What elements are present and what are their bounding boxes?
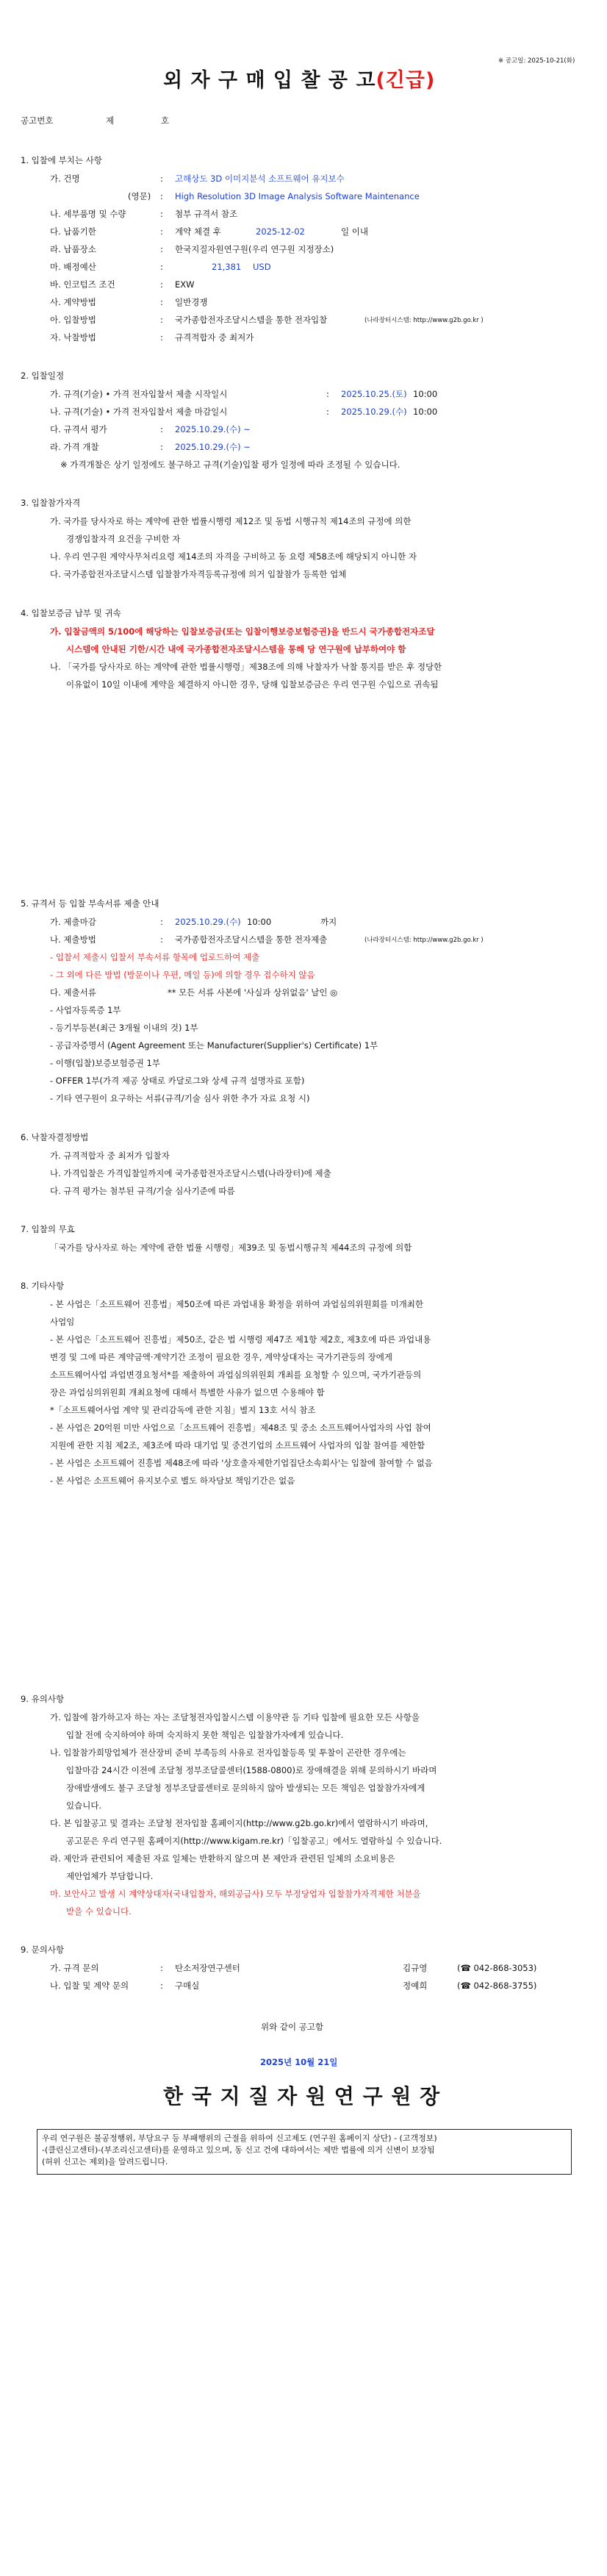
- s2-open-date: 2025.10.29.(수) ~: [175, 442, 251, 452]
- s10-heading: 9. 문의사항: [21, 1944, 65, 1955]
- s8-line: 소프트웨어사업 과업변경요청서*를 제출하여 과업심의위원회 개최를 요청할 수 있으며, 국가기관등의: [50, 1370, 422, 1380]
- s1-row-key: 아. 입찰방법: [50, 315, 96, 325]
- s1-deadline-pre: 계약 체결 후: [175, 226, 221, 237]
- s5-doc-item: - OFFER 1부(가격 제공 상태로 카달로그와 상세 규격 설명자료 포함): [50, 1076, 305, 1086]
- s5-row-key: 나. 제출방법: [50, 934, 96, 945]
- s5-doc-item: - 기타 연구원이 요구하는 서류(규격/기술 심사 위한 추가 자료 요청 시): [50, 1093, 310, 1103]
- s1-row-colon: :: [160, 226, 163, 237]
- s5-docs-key: 다. 제출서류: [50, 987, 96, 998]
- page-title: [163, 69, 435, 93]
- s2-row-key: 가. 규격(기술) • 가격 전자입찰서 제출 시작일시: [50, 389, 228, 399]
- s1-award-value: 규격적합자 중 최저가: [175, 332, 254, 343]
- closing-line: 위와 같이 공고함: [261, 2022, 324, 2032]
- s5-deadline-time: 10:00: [247, 917, 272, 927]
- s9-line: 공고문은 우리 연구원 홈페이지(http://www.kigam.re.kr)「입찰공고」에서도 열람하실 수 있습니다.: [66, 1836, 442, 1846]
- s2-row-colon: :: [326, 389, 329, 399]
- s2-row-key: 다. 규격서 평가: [50, 424, 107, 434]
- s2-row-key: 라. 가격 개찰: [50, 442, 99, 452]
- s5-doc-item: - 공급자증명서 (Agent Agreement 또는 Manufacturer(Supplier's) Certificate) 1부: [50, 1040, 378, 1051]
- contact-name: 김규영: [403, 1963, 428, 1973]
- footer-line: (허위 신고는 제외)을 알려드립니다.: [42, 2156, 168, 2167]
- contact-dept: 탄소저장연구센터: [175, 1963, 240, 1973]
- anti-corruption-notice: [37, 2129, 572, 2175]
- s2-note: ※ 가격개찰은 상기 일정에도 불구하고 규격(기술)입찰 평가 일정에 따라 조정될 수 있습니다.: [60, 459, 401, 470]
- s1-row-key: 다. 납품기한: [50, 226, 96, 237]
- s8-line: 장은 과업심의위원회 개최요청에 대해서 특별한 사유가 없으면 수용해야 함: [50, 1387, 325, 1398]
- s8-line: 지원에 관한 지침 제2조, 제3조에 따라 대기업 및 중견기업의 소프트웨어 사업자의 입찰 참여를 제한함: [50, 1440, 425, 1450]
- s6-line: 가. 규격적합자 중 최저가 입찰자: [50, 1151, 170, 1161]
- s3-line: 경쟁입찰자격 요건을 구비한 자: [66, 534, 181, 544]
- s1-row-key: 사. 계약방법: [50, 297, 96, 307]
- s1-row-key: 나. 세부품명 및 수량: [50, 209, 126, 219]
- s4-heading: 4. 입찰보증금 납부 및 귀속: [21, 608, 121, 618]
- s9-warning-line: 마. 보안사고 발생 시 계약상대자(국내입찰자, 해외공급사) 모두 부정당업자 입찰참가자격제한 처분을: [50, 1889, 421, 1899]
- s3-line: 나. 우리 연구원 계약사무처리요령 제14조의 자격을 구비하고 동 요령 제58조에 해당되지 아니한 자: [50, 551, 417, 562]
- s8-line: 사업임: [50, 1317, 75, 1327]
- s1-bid-method-note: (나라장터시스템: http://www.g2b.go.kr ): [364, 317, 484, 324]
- s1-row-colon: :: [160, 173, 163, 184]
- s8-line: *「소프트웨어사업 계약 및 관리감독에 관한 지침」별지 13호 서식 참조: [50, 1405, 316, 1415]
- s1-row-key: 라. 납품장소: [50, 244, 96, 254]
- s1-incoterms-value: EXW: [175, 279, 195, 290]
- s3-line: 다. 국가종합전자조달시스템 입찰참가자격등록규정에 의거 입찰참가 등록한 업체: [50, 569, 347, 579]
- s8-heading: 8. 기타사항: [21, 1281, 65, 1291]
- s5-doc-item: - 이행(입찰)보증보험증권 1부: [50, 1058, 160, 1068]
- s5-docs-note: ** 모든 서류 사본에 '사실과 상위없음' 날인 ◎: [168, 987, 338, 998]
- s1-row-colon: :: [160, 315, 163, 325]
- s1-title-value: 고해상도 3D 이미지분석 소프트웨어 유지보수: [175, 173, 345, 184]
- s5-warning-line: - 그 외에 다른 방법 (방문이나 우편, 메일 등)에 의할 경우 접수하지 않음: [50, 970, 315, 980]
- s3-heading: 3. 입찰참가자격: [21, 498, 81, 508]
- s1-row-colon: :: [160, 209, 163, 219]
- s6-line: 나. 가격입찰은 가격입찰일까지에 국가종합전자조달시스템(나라장터)에 제출: [50, 1168, 331, 1178]
- s1-place-value: 한국지질자원연구원(우리 연구원 지정장소): [175, 244, 334, 254]
- s8-line: - 본 사업은 소프트웨어 유지보수로 별도 하자담보 책임기간은 없음: [50, 1475, 295, 1486]
- s2-row-colon: :: [160, 424, 163, 434]
- s8-line: - 본 사업은 20억원 미만 사업으로「소프트웨어 진흥법」제48조 및 중소 소프트웨어사업자의 사업 참여: [50, 1423, 431, 1433]
- s5-deadline-date: 2025.10.29.(수): [175, 917, 241, 927]
- s9-line: 장애발생에도 불구 조달청 정부조달콜센터로 문의하지 않아 발생되는 모든 책임은 업찰참가자에게: [66, 1783, 425, 1793]
- s1-item-value: 첨부 규격서 참조: [175, 209, 238, 219]
- s1-row-colon: :: [160, 191, 163, 201]
- s5-row-key: 가. 제출마감: [50, 917, 96, 927]
- s2-row-colon: :: [160, 442, 163, 452]
- notice-no-ho: 호: [161, 115, 170, 126]
- s9-line: 나. 입찰참가희망업체가 전산장비 준비 부족등의 사유로 전자입찰등록 및 투찰이 곤란한 경우에는: [50, 1747, 406, 1758]
- s1-deadline-post: 일 이내: [341, 226, 368, 237]
- s1-row-key: 바. 인코텀즈 조건: [50, 279, 115, 290]
- s1-title-en-value: High Resolution 3D Image Analysis Software Maintenance: [175, 191, 420, 201]
- s9-line: 있습니다.: [66, 1800, 102, 1811]
- s5-doc-item: - 사업자등록증 1부: [50, 1005, 121, 1015]
- title-urgent: (긴급): [376, 69, 436, 92]
- s1-budget-value: 21,381: [212, 262, 242, 272]
- s1-bid-method-value: 국가종합전자조달시스템을 통한 전자입찰: [175, 315, 328, 325]
- notice-no-je: 제: [106, 115, 115, 126]
- s1-budget-currency: USD: [253, 262, 271, 272]
- s2-start-time: 10:00: [413, 389, 438, 399]
- s2-row-colon: :: [326, 407, 329, 417]
- s5-heading: 5. 규격서 등 입찰 부속서류 제출 안내: [21, 898, 159, 909]
- s1-row-colon: :: [160, 332, 163, 343]
- s4-warning-line: 가. 입찰금액의 5/100에 해당하는 입찰보증금(또는 입찰이행보증보험증권)을 반드시 국가종합전자조달: [50, 626, 435, 637]
- contact-phone: (☎ 042-868-3755): [457, 1981, 537, 1991]
- contact-colon: :: [160, 1963, 163, 1973]
- s5-row-colon: :: [160, 934, 163, 945]
- s8-line: - 본 사업은「소프트웨어 진흥법」제50조, 같은 법 시행령 제47조 제1항 제2호, 제3호에 따른 과업내용: [50, 1334, 431, 1345]
- s9-line: 가. 입찰에 참가하고자 하는 자는 조달청전자입찰시스템 이용약관 등 기타 입찰에 필요한 모든 사항을: [50, 1712, 420, 1722]
- s4-warning-line: 시스템에 안내된 기한/시간 내에 국가종합전자조달시스템을 통해 당 연구원에 납부하여야 함: [66, 644, 406, 654]
- contact-key: 가. 규격 문의: [50, 1963, 99, 1973]
- s5-method-note: (나라장터시스템: http://www.g2b.go.kr ): [364, 937, 484, 944]
- s1-heading: 1. 입찰에 부치는 사항: [21, 155, 102, 165]
- s5-deadline-until: 까지: [320, 917, 337, 927]
- s9-line: 다. 본 입찰공고 및 결과는 조달청 전자입찰 홈페이지(http://www.g2b.go.kr)에서 열람하시기 바라며,: [50, 1818, 428, 1828]
- s5-row-colon: :: [160, 917, 163, 927]
- s2-row-key: 나. 규격(기술) • 가격 전자입찰서 제출 마감일시: [50, 407, 228, 417]
- s8-line: - 본 사업은「소프트웨어 진흥법」제50조에 따른 과업내용 확정을 위하여 과업심의위원회를 미개최한: [50, 1299, 423, 1309]
- s1-contract-value: 일반경쟁: [175, 297, 208, 307]
- contact-dept: 구매실: [175, 1981, 200, 1991]
- s5-warning-line: - 입찰서 제출시 입찰서 부속서류 항목에 업로드하여 제출: [50, 952, 260, 962]
- s1-row-colon: :: [160, 244, 163, 254]
- s2-eval-date: 2025.10.29.(수) ~: [175, 424, 251, 434]
- s9-line: 제안업체가 부담합니다.: [66, 1871, 154, 1881]
- s1-row-key: 가. 건명: [50, 173, 80, 184]
- s2-end-time: 10:00: [413, 407, 438, 417]
- s2-start-date: 2025.10.25.(토): [341, 389, 407, 399]
- s1-row-colon: :: [160, 279, 163, 290]
- s9-line: 입찰 전에 숙지하여야 하며 숙지하지 못한 책임은 입찰참가자에게 있습니다.: [66, 1730, 344, 1740]
- title-main: 외 자 구 매 입 찰 공 고: [163, 69, 376, 92]
- s8-line: 변경 및 그에 따른 계약금액·계약기간 조정이 필요한 경우, 계약상대자는 국가기관등의 장에게: [50, 1352, 393, 1362]
- s7-heading: 7. 입찰의 무효: [21, 1224, 75, 1234]
- s2-end-date: 2025.10.29.(수): [341, 407, 407, 417]
- s6-line: 다. 규격 평가는 첨부된 규격/기술 심사기준에 따름: [50, 1186, 235, 1196]
- s1-row-key: 마. 배정예산: [50, 262, 96, 272]
- s1-row-key: 자. 낙찰방법: [50, 332, 96, 343]
- s9-line: 입찰마감 24시간 이전에 조달청 정부조달콜센터(1588-0800)로 장애해결을 위해 문의하시기 바라며: [66, 1765, 437, 1775]
- s4-line: 나. 「국가를 당사자로 하는 계약에 관한 법률시행령」제38조에 의해 낙찰자가 낙찰 통지를 받은 후 정당한: [50, 662, 442, 672]
- s1-row-key: (영문): [128, 191, 151, 201]
- s9-heading: 9. 유의사항: [21, 1694, 65, 1704]
- s2-heading: 2. 입찰일정: [21, 371, 65, 381]
- s1-row-colon: :: [160, 262, 163, 272]
- s1-deadline-date: 2025-12-02: [256, 226, 305, 237]
- s9-warning-line: 받을 수 있습니다.: [66, 1906, 132, 1917]
- s1-row-colon: :: [160, 297, 163, 307]
- s3-line: 가. 국가를 당사자로 하는 계약에 관한 법률시행령 제12조 및 동법 시행규칙 제14조의 규정에 의한: [50, 516, 412, 526]
- contact-key: 나. 입찰 및 계약 문의: [50, 1981, 129, 1991]
- s5-doc-item: - 등기부등본(최근 3개월 이내의 것) 1부: [50, 1023, 198, 1033]
- contact-colon: :: [160, 1981, 163, 1991]
- footer-line: 우리 연구원은 불공정행위, 부당요구 등 부패행위의 근절을 위하여 신고제도 (연구원 홈페이지 상단) - (고객정보): [42, 2133, 437, 2143]
- notice-no-label: 공고번호: [21, 115, 54, 126]
- contact-name: 정예희: [403, 1981, 428, 1991]
- closing-date: 2025년 10월 21일: [260, 2057, 338, 2067]
- notice-date: ※ 공고일: 2025-10-21(화): [498, 57, 575, 65]
- footer-line: -(클린신고센터)-(부조리신고센터)를 운영하고 있으며, 동 신고 건에 대하여서는 제반 법률에 의거 신변이 보장됨: [42, 2144, 435, 2155]
- contact-phone: (☎ 042-868-3053): [457, 1963, 537, 1973]
- s9-line: 라. 제안과 관련되어 제출된 자료 일체는 반환하지 않으며 본 제안과 관련된 일체의 소요비용은: [50, 1853, 395, 1864]
- organization-name: 한 국 지 질 자 원 연 구 원 장: [163, 2084, 441, 2108]
- s6-heading: 6. 낙찰자결정방법: [21, 1132, 89, 1142]
- s7-line: 「국가를 당사자로 하는 계약에 관한 법률 시행령」제39조 및 동법시행규칙 제44조의 규정에 의함: [50, 1242, 412, 1253]
- s8-line: - 본 사업은 소프트웨어 진흥법 제48조에 따라 '상호출자제한기업집단소속회사'는 입찰에 참여할 수 없음: [50, 1458, 433, 1468]
- s4-line: 이유없이 10일 이내에 계약을 체결하지 아니한 경우, 당해 입찰보증금은 우리 연구원 수입으로 귀속됨: [66, 679, 439, 690]
- s5-method-value: 국가종합전자조달시스템을 통한 전자제출: [175, 934, 328, 945]
